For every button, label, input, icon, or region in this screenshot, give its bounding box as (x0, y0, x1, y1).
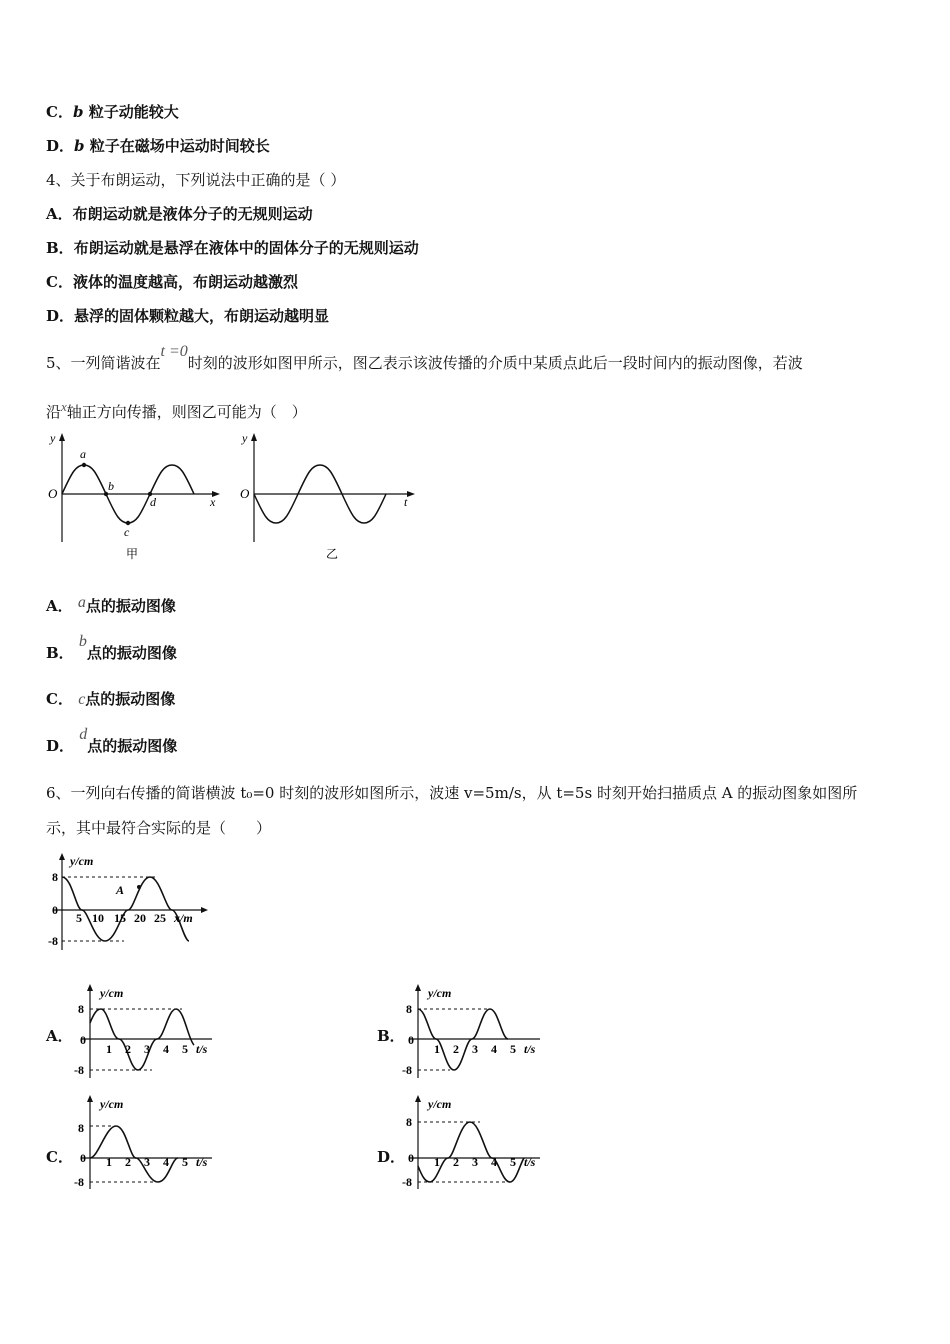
q4-stem: 4、关于布朗运动，下列说法中正确的是（ ） (46, 171, 346, 189)
q3-option-c: C．b 粒子动能较大 (46, 103, 179, 121)
q6-origin: 0 (52, 903, 58, 917)
q5-stem-line2: 沿x轴正方向传播，则图乙可能为（ ） (46, 399, 307, 421)
q4-option-d: D．悬浮的固体颗粒越大，布朗运动越明显 (46, 307, 330, 325)
q6-stem-line1: 6、一列向右传播的简谐横波 t₀=0 时刻的波形如图所示，波速 v=5m/s，从 t=5s 时刻开始扫描质点 A 的振动图象如图所 (46, 784, 858, 802)
q4-option-b: B．布朗运动就是悬浮在液体中的固体分子的无规则运动 (46, 239, 419, 257)
yi-t-label: t (404, 495, 408, 509)
q6-option-d-label: D． (377, 1148, 406, 1166)
jia-point-a: a (80, 447, 86, 461)
svg-text:0: 0 (408, 1151, 414, 1165)
svg-text:t/s: t/s (196, 1155, 208, 1169)
yi-y-label: y (242, 431, 248, 445)
q6-option-a-graph (72, 983, 222, 1081)
q5-option-d: D． d点的振动图像 (46, 726, 178, 755)
svg-text:4: 4 (491, 1042, 497, 1056)
jia-point-c: c (124, 525, 130, 539)
q6-point-a: A (116, 883, 125, 897)
q6-tick-15: 15 (114, 911, 126, 925)
q6-tick-10: 10 (92, 911, 104, 925)
svg-text:y/cm: y/cm (428, 986, 452, 1000)
svg-text:8: 8 (406, 1002, 412, 1016)
svg-text:y/cm: y/cm (100, 986, 124, 1000)
jia-x-label: x (210, 495, 216, 509)
svg-text:8: 8 (78, 1002, 84, 1016)
svg-text:1: 1 (434, 1042, 440, 1056)
svg-text:4: 4 (163, 1042, 169, 1056)
svg-text:y/cm: y/cm (428, 1097, 452, 1111)
svg-text:2: 2 (453, 1155, 459, 1169)
q6-option-c-graph (72, 1094, 222, 1192)
q5-figure-jia (40, 430, 225, 565)
svg-text:3: 3 (472, 1042, 478, 1056)
q6-option-b-label: B． (377, 1027, 405, 1045)
svg-text:3: 3 (144, 1042, 150, 1056)
q6-tick-5: 5 (76, 911, 82, 925)
q6-xlabel: x/m (174, 911, 193, 925)
q6-option-d-graph (400, 1094, 550, 1192)
svg-text:-8: -8 (402, 1175, 412, 1189)
svg-text:-8: -8 (402, 1063, 412, 1077)
yi-caption: 乙 (326, 547, 339, 561)
q6-tick-20: 20 (134, 911, 146, 925)
jia-caption: 甲 (126, 547, 139, 561)
q5-t-expr: t =0 (160, 343, 188, 360)
svg-text:-8: -8 (74, 1063, 84, 1077)
q6-option-b-graph (400, 983, 550, 1081)
q6-option-a-label: A． (46, 1027, 73, 1045)
q5-stem-line1: 5、一列简谐波在t =0时刻的波形如图甲所示，图乙表示该波传播的介质中某质点此后一段时间内的振动图像，若波 (46, 343, 803, 372)
svg-text:2: 2 (125, 1155, 131, 1169)
q6-yneg: -8 (48, 934, 58, 948)
yi-origin: O (240, 486, 250, 501)
svg-text:8: 8 (406, 1115, 412, 1129)
svg-text:8: 8 (78, 1121, 84, 1135)
q5-option-b: B． b点的振动图像 (46, 633, 177, 662)
q4-option-a: A．布朗运动就是液体分子的无规则运动 (46, 205, 313, 223)
svg-text:t/s: t/s (524, 1042, 536, 1056)
svg-text:y/cm: y/cm (100, 1097, 124, 1111)
q3-option-d: D．b 粒子在磁场中运动时间较长 (46, 137, 270, 155)
jia-point-b: b (108, 479, 114, 493)
svg-text:1: 1 (106, 1042, 112, 1056)
jia-origin: O (48, 486, 58, 501)
svg-text:5: 5 (182, 1155, 188, 1169)
svg-text:0: 0 (80, 1033, 86, 1047)
svg-text:5: 5 (510, 1042, 516, 1056)
jia-point-d: d (150, 495, 156, 509)
svg-text:t/s: t/s (196, 1042, 208, 1056)
q5-figure-yi (238, 430, 423, 565)
jia-y-label: y (50, 431, 56, 445)
svg-text:4: 4 (163, 1155, 169, 1169)
svg-text:5: 5 (182, 1042, 188, 1056)
svg-text:0: 0 (80, 1151, 86, 1165)
svg-text:0: 0 (408, 1033, 414, 1047)
q5-option-a: A． a点的振动图像 (46, 594, 176, 615)
svg-text:-8: -8 (74, 1175, 84, 1189)
svg-text:5: 5 (510, 1155, 516, 1169)
q6-wave-figure (44, 850, 214, 955)
svg-text:2: 2 (453, 1042, 459, 1056)
svg-text:3: 3 (144, 1155, 150, 1169)
q5-option-c: C． c点的振动图像 (46, 690, 176, 708)
svg-text:3: 3 (472, 1155, 478, 1169)
q6-ylabel: y/cm (70, 854, 94, 868)
svg-text:t/s: t/s (524, 1155, 536, 1169)
q6-option-c-label: C． (46, 1148, 73, 1166)
svg-text:1: 1 (106, 1155, 112, 1169)
svg-text:2: 2 (125, 1042, 131, 1056)
q6-tick-25: 25 (154, 911, 166, 925)
q6-stem-line2: 示，其中最符合实际的是（ ） (46, 819, 272, 837)
svg-text:1: 1 (434, 1155, 440, 1169)
svg-text:4: 4 (491, 1155, 497, 1169)
q4-option-c: C．液体的温度越高，布朗运动越激烈 (46, 273, 298, 291)
q6-ypos: 8 (52, 870, 58, 884)
